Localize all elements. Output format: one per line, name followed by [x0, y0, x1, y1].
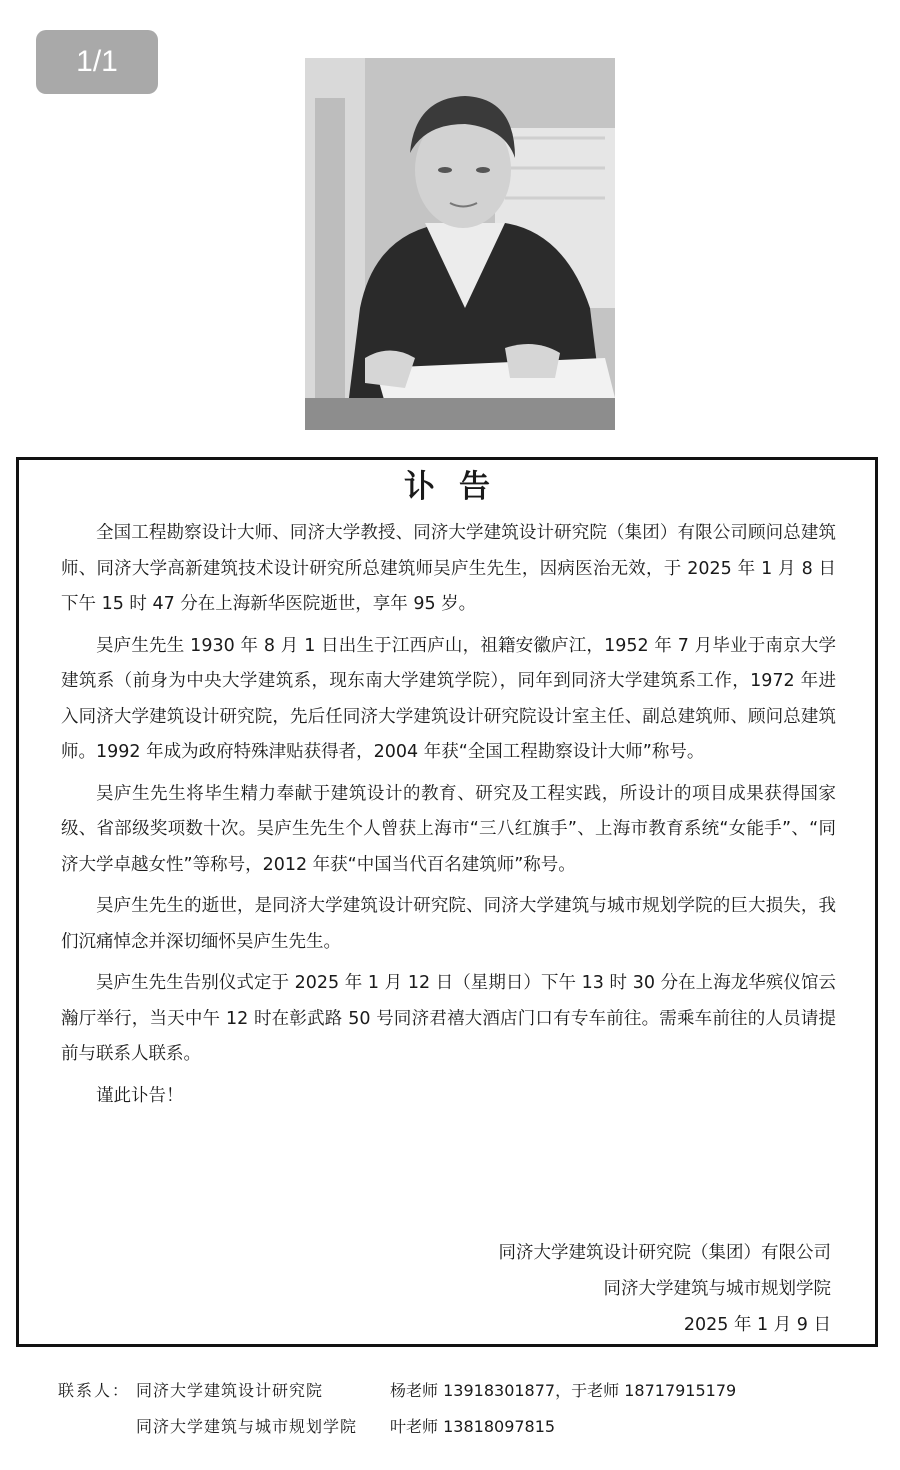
- contacts: [58, 1373, 736, 1445]
- notice-closing: 谨此讣告！: [96, 1085, 184, 1106]
- signature-date: 2025 年 1 月 9 日: [683, 1315, 831, 1335]
- notice-title: 讣告: [404, 469, 514, 505]
- contact-person: 杨老师: [390, 1381, 439, 1400]
- notice-paragraph: 吴庐生先生告别仪式定于 2025 年 1 月 12 日（星期日）下午 13 时 30 分在上海龙华殡仪馆云瀚厅举行，当天中午 12 时在彰武路 50 号同济君禧大酒店门口有专车前往。需乘车前往的人员请提前与联系人联系。: [61, 973, 836, 1064]
- notice-body: [61, 516, 836, 1120]
- obituary-notice: [16, 457, 878, 1347]
- contact-phone[interactable]: 13818097815: [443, 1417, 556, 1436]
- signature-block: [331, 1235, 831, 1343]
- contact-separator: ，: [555, 1381, 572, 1400]
- contact-person: 于老师: [571, 1381, 620, 1400]
- contact-row: [58, 1373, 736, 1409]
- signature-org-1: 同济大学建筑设计研究院（集团）有限公司: [498, 1243, 831, 1263]
- portrait-photo-icon: [305, 58, 615, 430]
- contact-org: 同济大学建筑与城市规划学院: [136, 1417, 358, 1436]
- notice-paragraph: 吴庐生先生 1930 年 8 月 1 日出生于江西庐山，祖籍安徽庐江，1952 年 7 月毕业于南京大学建筑系（前身为中央大学建筑系，现东南大学建筑学院），同年到同济大学建筑系工作，1972 年进入同济大学建筑设计研究院，先后任同济大学建筑设计研究院设计室主任、副总建筑师、顾问总建筑师。1992 年成为政府特殊津贴获得者，2004 年获“全国工程勘察设计大师”称号。: [61, 635, 836, 762]
- contacts-label: 联系人：: [58, 1381, 131, 1400]
- contact-phone[interactable]: 13918301877: [443, 1381, 556, 1400]
- contact-phone[interactable]: 18717915179: [624, 1381, 737, 1400]
- notice-paragraph: 吴庐生先生的逝世，是同济大学建筑设计研究院、同济大学建筑与城市规划学院的巨大损失，我们沉痛悼念并深切缅怀吴庐生先生。: [61, 896, 836, 952]
- contact-row: [58, 1409, 736, 1445]
- signature-org-2: 同济大学建筑与城市规划学院: [603, 1279, 831, 1299]
- notice-paragraph: 吴庐生先生将毕生精力奉献于建筑设计的教育、研究及工程实践，所设计的项目成果获得国家级、省部级奖项数十次。吴庐生先生个人曾获上海市“三八红旗手”、上海市教育系统“女能手”、“同济大学卓越女性”等称号，2012 年获“中国当代百名建筑师”称号。: [61, 783, 836, 875]
- contact-org: 同济大学建筑设计研究院: [136, 1381, 324, 1400]
- portrait-photo: [305, 58, 615, 430]
- notice-paragraph: 全国工程勘察设计大师、同济大学教授、同济大学建筑设计研究院（集团）有限公司顾问总建筑师、同济大学高新建筑技术设计研究所总建筑师吴庐生先生，因病医治无效，于 2025 年 1 月 8 日下午 15 时 47 分在上海新华医院逝世，享年 95 岁。: [61, 523, 836, 614]
- page-indicator: 1/1: [36, 30, 158, 94]
- contact-person: 叶老师: [390, 1417, 439, 1436]
